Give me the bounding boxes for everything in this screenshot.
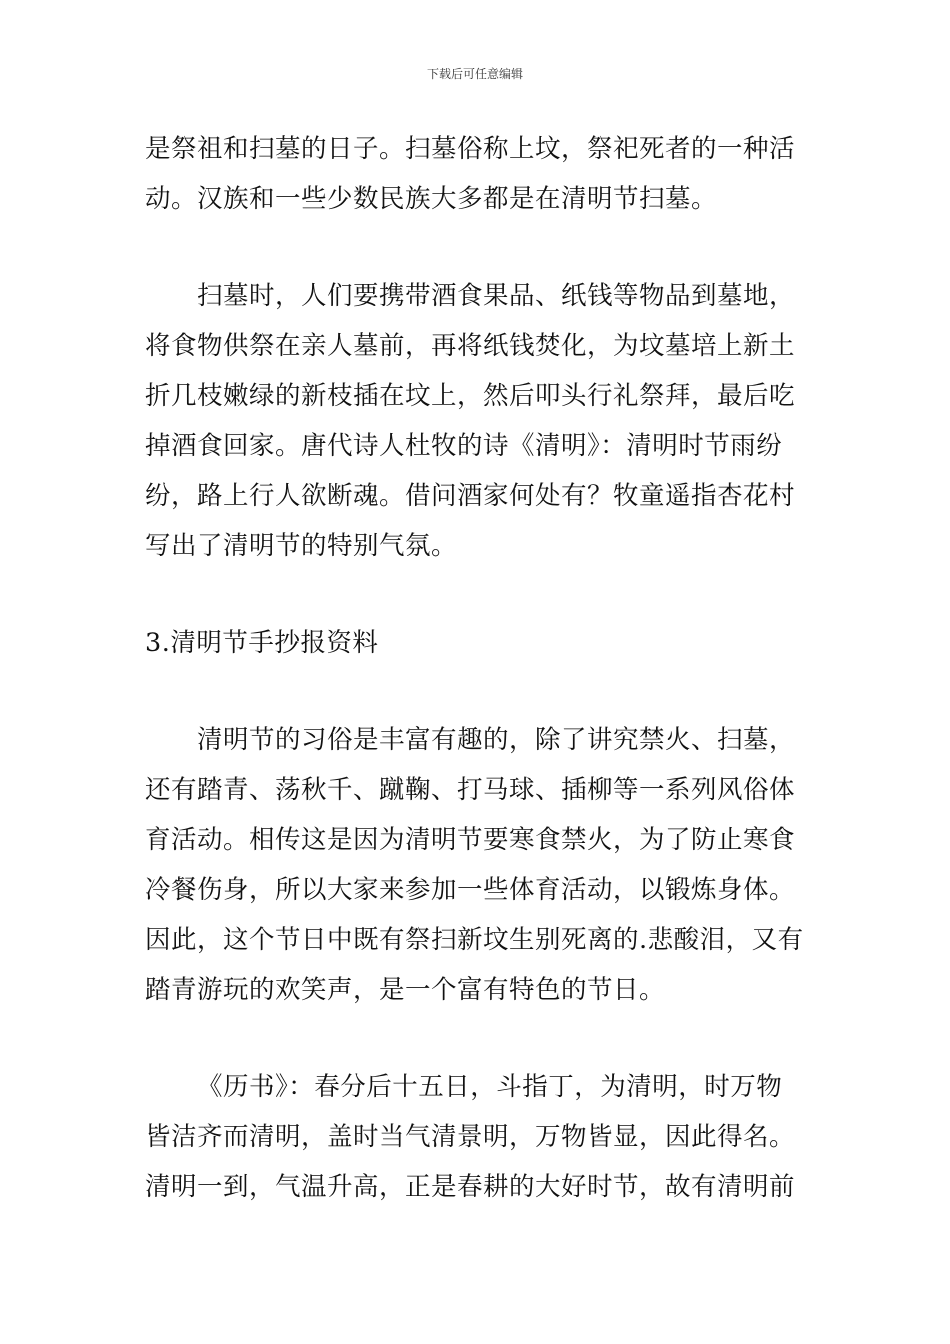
paragraph-customs bbox=[145, 715, 810, 1015]
text-line: 踏青游玩的欢笑声，是一个富有特色的节日。 bbox=[145, 975, 666, 1005]
text-line: 《历书》：春分后十五日，斗指丁，为清明，时万物 bbox=[197, 1072, 783, 1102]
text-line: 将食物供祭在亲人墓前，再将纸钱焚化，为坟墓培上新土 bbox=[145, 331, 796, 361]
section-title: 3.清明节手抄报资料 bbox=[145, 628, 379, 658]
paragraph-almanac bbox=[145, 1062, 810, 1212]
text-line: 掉酒食回家。唐代诗人杜牧的诗《清明》：清明时节雨纷 bbox=[145, 431, 783, 461]
paragraph-tomb-sweeping bbox=[145, 271, 810, 571]
text-line: 折几枝嫩绿的新枝插在坟上，然后叩头行礼祭拜，最后吃 bbox=[145, 381, 796, 411]
paragraph-burial-custom bbox=[145, 124, 810, 224]
text-line: 扫墓时，人们要携带酒食果品、纸钱等物品到墓地， bbox=[197, 281, 796, 311]
paragraph-gap bbox=[145, 571, 810, 618]
text-line: 清明节的习俗是丰富有趣的，除了讲究禁火、扫墓， bbox=[197, 725, 796, 755]
document-body bbox=[145, 124, 810, 1212]
paragraph-gap bbox=[145, 668, 810, 715]
text-line: 因此，这个节日中既有祭扫新坟生别死离的.悲酸泪，又有 bbox=[145, 925, 804, 955]
text-line: 冷餐伤身，所以大家来参加一些体育活动，以锻炼身体。 bbox=[145, 875, 796, 905]
text-line: 是祭祖和扫墓的日子。扫墓俗称上坟，祭祀死者的一种活 bbox=[145, 134, 796, 164]
section-heading bbox=[145, 618, 810, 668]
text-line: 清明一到，气温升高，正是春耕的大好时节，故有清明前 bbox=[145, 1172, 796, 1202]
paragraph-gap bbox=[145, 224, 810, 271]
text-line: 纷，路上行人欲断魂。借问酒家何处有？牧童遥指杏花村 bbox=[145, 481, 796, 511]
paragraph-gap bbox=[145, 1015, 810, 1062]
text-line: 育活动。相传这是因为清明节要寒食禁火，为了防止寒食 bbox=[145, 825, 796, 855]
text-line: 动。汉族和一些少数民族大多都是在清明节扫墓。 bbox=[145, 184, 718, 214]
text-line: 还有踏青、荡秋千、蹴鞠、打马球、插柳等一系列风俗体 bbox=[145, 775, 796, 805]
page-header: 下载后可任意编辑 bbox=[426, 67, 523, 81]
text-line: 皆洁齐而清明，盖时当气清景明，万物皆显，因此得名。 bbox=[145, 1122, 796, 1152]
text-line: 写出了清明节的特别气氛。 bbox=[145, 531, 458, 561]
